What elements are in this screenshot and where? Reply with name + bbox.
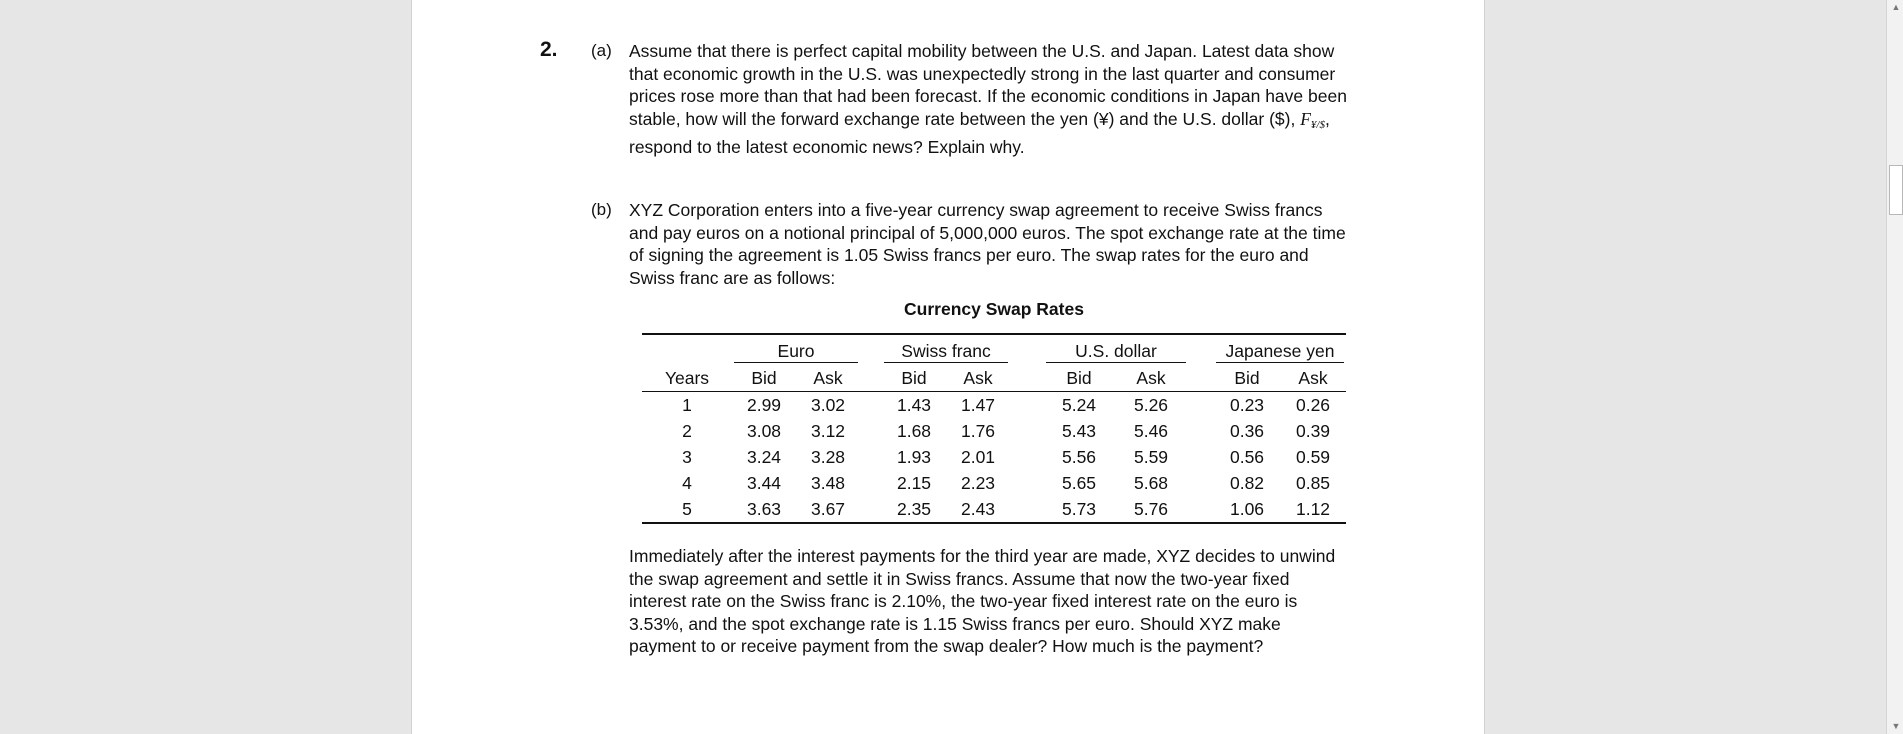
- chf-bid-cell: 1.43: [896, 394, 932, 415]
- chf-ask-cell: 2.23: [960, 472, 996, 493]
- chf-ask-cell: 1.47: [960, 394, 996, 415]
- chf-bid-cell: 2.15: [896, 472, 932, 493]
- table-row: [642, 418, 1346, 444]
- years-cell: 4: [682, 472, 692, 493]
- chf-bid-cell: 1.68: [896, 420, 932, 441]
- euro-bid-cell: 3.08: [746, 420, 782, 441]
- part-b-intro: XYZ Corporation enters into a five-year currency swap agreement to receive Swiss francs and pay euros on a notional principal of 5,000,000 euros. The spot exchange rate at the time of signing the agreement is 1.05 Swiss francs per euro. The swap rates for the euro and Swiss franc are as follows:: [629, 200, 1346, 288]
- forward-rate-symbol: [1300, 109, 1325, 129]
- bid-header: Bid: [1214, 365, 1280, 392]
- years-cell: 2: [682, 420, 692, 441]
- currency-header-euro: [732, 334, 860, 365]
- euro-ask-cell: 3.48: [810, 472, 846, 493]
- usd-ask-cell: 5.76: [1133, 498, 1169, 519]
- bid-header: Bid: [1044, 365, 1114, 392]
- chf-ask-cell: 2.01: [960, 446, 996, 467]
- usd-bid-cell: 5.73: [1061, 498, 1097, 519]
- ask-header: Ask: [1114, 365, 1188, 392]
- jpy-ask-cell: 1.12: [1295, 498, 1331, 519]
- currency-header-japanese-yen: [1214, 334, 1346, 365]
- table-body: [642, 392, 1346, 524]
- table-row: [642, 470, 1346, 496]
- chf-ask-cell: 2.43: [960, 498, 996, 519]
- euro-bid-cell: 2.99: [746, 394, 782, 415]
- jpy-ask-cell: 0.26: [1295, 394, 1331, 415]
- part-a-text: [629, 40, 1349, 159]
- jpy-bid-cell: 0.23: [1229, 394, 1265, 415]
- part-a-label: (a): [591, 41, 612, 60]
- bid-header: Bid: [882, 365, 946, 392]
- bid-header: Bid: [732, 365, 796, 392]
- scrollbar-thumb[interactable]: [1889, 165, 1903, 215]
- part-b-followup: Immediately after the interest payments for the third year are made, XYZ decides to unwind the swap agreement and settle it in Swiss francs. Assume that now the two-year fixed interest rate on the Swiss franc is 2.10%, the two-year fixed interest rate on the euro is 3.53%, and the spot exchange rate is 1.15 Swiss francs per euro. Should XYZ make payment to or receive payment from the swap dealer? How much is the payment?: [629, 546, 1336, 656]
- currency-label: Japanese yen: [1216, 341, 1344, 363]
- part-b-label: (b): [591, 200, 612, 219]
- ask-header: Ask: [796, 365, 860, 392]
- currency-label: U.S. dollar: [1046, 341, 1186, 363]
- chf-bid-cell: 2.35: [896, 498, 932, 519]
- jpy-bid-cell: 1.06: [1229, 498, 1265, 519]
- euro-bid-cell: 3.24: [746, 446, 782, 467]
- bid-ask-header-row: [642, 365, 1346, 392]
- usd-bid-cell: 5.56: [1061, 446, 1097, 467]
- currency-label: Swiss franc: [884, 341, 1008, 363]
- chf-bid-cell: 1.93: [896, 446, 932, 467]
- usd-bid-cell: 5.43: [1061, 420, 1097, 441]
- table-row: [642, 392, 1346, 419]
- usd-ask-cell: 5.26: [1133, 394, 1169, 415]
- jpy-ask-cell: 0.59: [1295, 446, 1331, 467]
- years-cell: 1: [682, 394, 692, 415]
- table-row: [642, 444, 1346, 470]
- currency-header-row: [642, 334, 1346, 365]
- question-number: 2.: [540, 38, 558, 61]
- chf-ask-cell: 1.76: [960, 420, 996, 441]
- usd-ask-cell: 5.46: [1133, 420, 1169, 441]
- usd-ask-cell: 5.68: [1133, 472, 1169, 493]
- scroll-down-arrow-icon[interactable]: ▼: [1891, 721, 1901, 731]
- currency-header-us-dollar: [1044, 334, 1188, 365]
- part-a-text-before: Assume that there is perfect capital mobility between the U.S. and Japan. Latest data show that economic growth in the U.S. was unexpectedly strong in the last quarter and consumer prices rose more than that had been forecast. If the economic conditions in Japan have been stable, how will the forward exchange rate between the yen (¥) and the U.S. dollar ($),: [629, 41, 1347, 129]
- currency-swap-table: [642, 333, 1346, 524]
- ask-header: Ask: [946, 365, 1010, 392]
- euro-ask-cell: 3.12: [810, 420, 846, 441]
- usd-bid-cell: 5.24: [1061, 394, 1097, 415]
- usd-ask-cell: 5.59: [1133, 446, 1169, 467]
- jpy-bid-cell: 0.36: [1229, 420, 1265, 441]
- jpy-ask-cell: 0.85: [1295, 472, 1331, 493]
- jpy-bid-cell: 0.56: [1229, 446, 1265, 467]
- ask-header: Ask: [1280, 365, 1346, 392]
- forward-rate-letter: F: [1300, 108, 1311, 129]
- part-a-text-after: , respond to the latest economic news? Explain why.: [629, 108, 1330, 157]
- forward-rate-subscript: ¥/$: [1310, 118, 1325, 131]
- euro-bid-cell: 3.63: [746, 498, 782, 519]
- currency-label: Euro: [734, 341, 858, 363]
- table-title: Currency Swap Rates: [904, 299, 1084, 319]
- jpy-ask-cell: 0.39: [1295, 420, 1331, 441]
- scroll-up-arrow-icon[interactable]: ▲: [1891, 2, 1901, 12]
- vertical-scrollbar[interactable]: [1886, 0, 1903, 734]
- usd-bid-cell: 5.65: [1061, 472, 1097, 493]
- jpy-bid-cell: 0.82: [1229, 472, 1265, 493]
- years-cell: 5: [682, 498, 692, 519]
- table-row: [642, 496, 1346, 523]
- euro-bid-cell: 3.44: [746, 472, 782, 493]
- euro-ask-cell: 3.02: [810, 394, 846, 415]
- euro-ask-cell: 3.28: [810, 446, 846, 467]
- years-cell: 3: [682, 446, 692, 467]
- euro-ask-cell: 3.67: [810, 498, 846, 519]
- currency-header-swiss-franc: [882, 334, 1010, 365]
- years-header: Years: [642, 365, 732, 392]
